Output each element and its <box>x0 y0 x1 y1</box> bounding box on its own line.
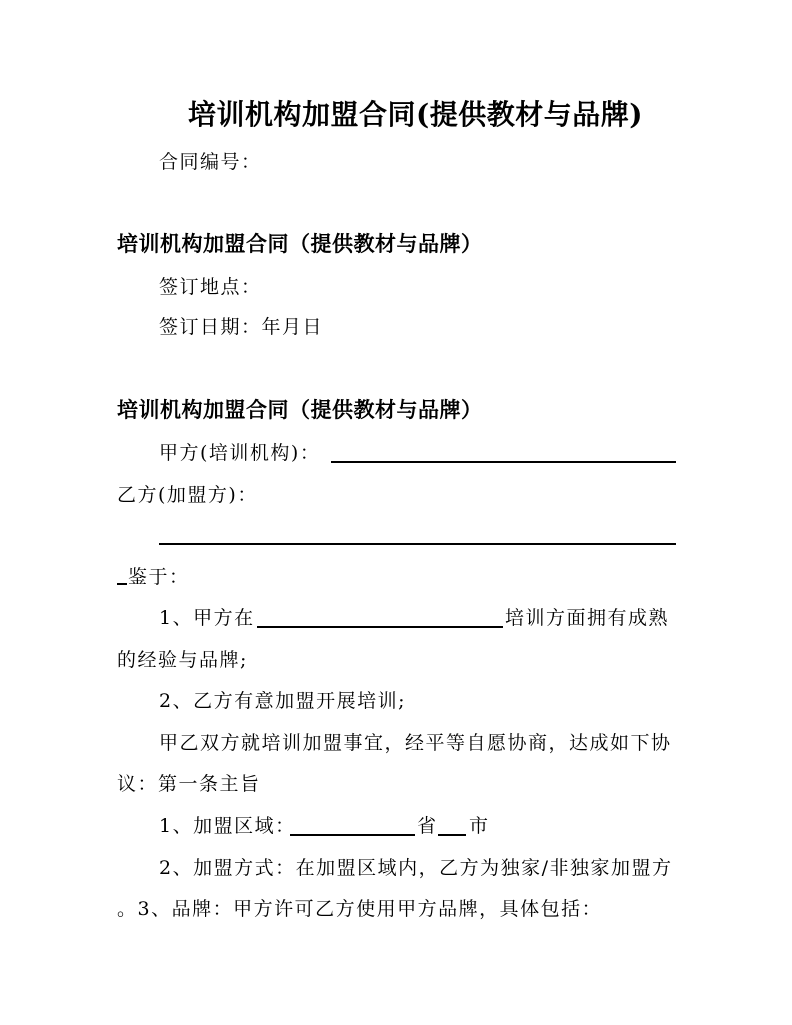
item-1-prefix: 1、甲方在 <box>159 607 255 629</box>
contract-number-label: 合同编号： <box>159 151 262 173</box>
document-title: 培训机构加盟合同(提供教材与品牌) <box>188 98 643 131</box>
item-2: 2、乙方有意加盟开展培训; <box>159 690 406 712</box>
whereas-label: 鉴于： <box>128 566 190 588</box>
sign-place-label: 签订地点： <box>159 276 262 298</box>
party-b-blank-line <box>159 543 676 545</box>
party-a-label: 甲方(培训机构)： <box>159 442 321 464</box>
party-b-label: 乙方(加盟方)： <box>117 484 258 506</box>
agreement-line-2: 议：第一条主旨 <box>117 773 261 795</box>
region-province-blank <box>290 834 415 836</box>
mode-line-2: 。3、品牌：甲方许可乙方使用甲方品牌，具体包括： <box>117 898 603 920</box>
agreement-line-1: 甲乙双方就培训加盟事宜，经平等自愿协商，达成如下协 <box>159 732 672 754</box>
party-a-blank-line <box>331 461 676 463</box>
section-heading-2: 培训机构加盟合同（提供教材与品牌） <box>117 397 483 422</box>
mode-line-1: 2、加盟方式：在加盟区域内，乙方为独家/非独家加盟方 <box>159 857 673 879</box>
region-province-label: 省 <box>417 815 438 837</box>
item-1-continuation: 的经验与品牌; <box>117 649 248 671</box>
region-city-blank <box>438 834 466 836</box>
sign-date-label: 签订日期：年月日 <box>159 316 324 338</box>
whereas-blank-mark <box>117 583 127 585</box>
item-1-suffix: 培训方面拥有成熟 <box>505 607 670 629</box>
region-prefix: 1、加盟区域： <box>159 815 296 837</box>
region-city-label: 市 <box>469 815 490 837</box>
item-1-blank-line <box>257 626 503 628</box>
section-heading-1: 培训机构加盟合同（提供教材与品牌） <box>117 231 483 256</box>
